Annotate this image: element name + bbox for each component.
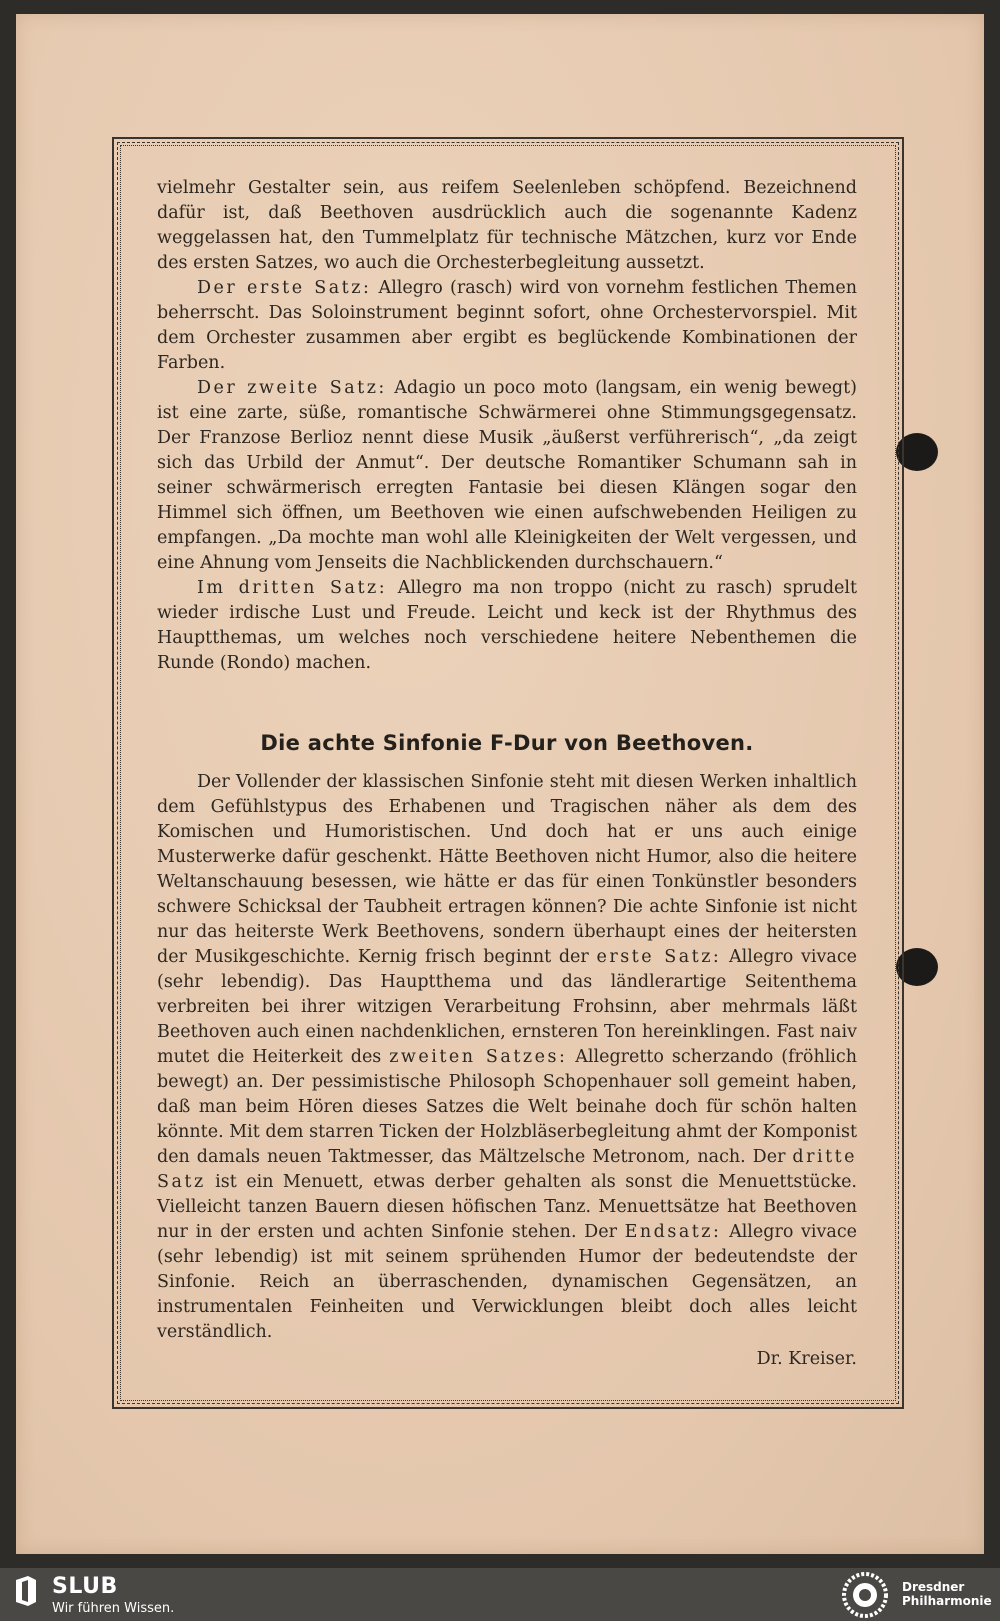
movement-label: dritte Satz (157, 1147, 857, 1192)
philharmonie-logo-icon (842, 1572, 888, 1618)
section-heading: Die achte Sinfonie F-Dur von Beethoven. (260, 731, 754, 755)
movement-label: zweiten Satzes: (389, 1047, 568, 1067)
movement-label: erste Satz: (596, 947, 722, 967)
paragraph-eighth-symphony: Der Vollender der klassischen Sinfonie steht mit diesen Werken inhaltlich dem Gefühlstypus des Erhabenen und Tragischen näher als dem des Komischen und Humoristischen. Und doch hat er uns auch einige Musterwerke dafür geschenkt. Hätte Beethoven nicht Humor, also die heitere Weltanschauung besessen, wie hätte er das für einen Tonkünstler besonders schwere Schicksal der Taubheit ertragen können? Die achte Sinfonie ist nicht nur das heiterste Werk Beethovens, sondern überhaupt eines der heitersten der Musikgeschichte. Kernig frisch beginnt der erste Satz: Allegro vivace (sehr lebendig). Das Hauptthema und das ländlerartige Seitenthema verbreiten bei ihrer witzigen Verarbeitung Frohsinn, aber mehrmals läßt Beethoven auch einen nachdenklichen, ernsteren Ton hereinklingen. Fast naiv mutet die Heiterkeit des zweiten Satzes: Allegretto scherzando (fröhlich bewegt) an. Der pessimistische Philosoph Schopenhauer soll gemeint haben, daß man beim Hören dieses Satzes die Welt beinahe doch für schön halten könnte. Mit dem starren Ticken der Holzbläserbegleitung ahmt der Komponist den damals neuen Taktmesser, das Mältzelsche Metronom, nach. Der dritte Satz ist ein Menuett, etwas derber gehalten als sonst die Menuettstücke. Vielleicht tanzen Bauern diesen höfischen Tanz. Menuettsätze hat Beethoven nur in der ersten und achten Sinfonie stehen. Der Endsatz: Allegro vivace (sehr lebendig) ist mit seinem sprühenden Humor der bedeutendste der Sinfonie. Reich an überraschenden, dynamischen Gegensätzen, an instrumentalen Feinheiten und Verwicklungen bleibt doch alles leicht verständlich. (157, 772, 857, 1342)
footer-bar (0, 1568, 1000, 1621)
slub-tagline: Wir führen Wissen. (52, 1601, 175, 1616)
paragraph-first-movement: Der erste Satz: Allegro (rasch) wird von vornehm festlichen Themen beherrscht. Das Soloinstrument beginnt sofort, ohne Orchestervorspiel. Mit dem Orchester zusammen aber ergibt es beglückende Kombinationen der Farben. (157, 278, 857, 373)
text-body (157, 176, 857, 1372)
movement-label: Im dritten Satz: (197, 578, 388, 598)
paragraph-intro: vielmehr Gestalter sein, aus reifem Seelenleben schöpfend. Bezeichnend dafür ist, daß Beethoven ausdrücklich auch die sogenannte Kadenz weggelassen hat, den Tummelplatz für technische Mätzchen, kurz vor Ende des ersten Satzes, wo auch die Orchesterbegleitung aussetzt. (157, 178, 857, 273)
paragraph-third-movement: Im dritten Satz: Allegro ma non troppo (nicht zu rasch) sprudelt wieder irdische Lust und Freude. Leicht und keck ist der Rhythmus des Hauptthemas, um welches noch verschiedene heitere Nebenthemen die Runde (Rondo) machen. (157, 578, 858, 673)
slub-name: SLUB (52, 1574, 118, 1599)
author-signature: Dr. Kreiser. (756, 1349, 857, 1369)
movement-label: Der erste Satz: (197, 278, 372, 298)
movement-label: Der zweite Satz: (197, 378, 387, 398)
slub-logo-icon (14, 1576, 38, 1606)
paragraph-second-movement: Der zweite Satz: Adagio un poco moto (langsam, ein wenig bewegt) ist eine zarte, süße, romantische Schwärmerei ohne Stimmungsgegensatz. Der Franzose Berlioz nennt diese Musik „äußerst verführerisch“, „da zeigt sich das Urbild der Anmut“. Der deutsche Romantiker Schumann sah in seiner schwärmerisch erregten Fantasie bei diesen Klängen sogar den Himmel sich öffnen, um Beethoven wie einen aufschwebenden Heiligen zu empfangen. „Da mochte man wohl alle Kleinigkeiten der Welt vergessen, und eine Ahnung vom Jenseits die Nachblickenden durchschauern.“ (157, 378, 857, 573)
philharmonie-name: Dresdner Philharmonie (902, 1580, 992, 1608)
movement-label: Endsatz: (624, 1222, 722, 1242)
